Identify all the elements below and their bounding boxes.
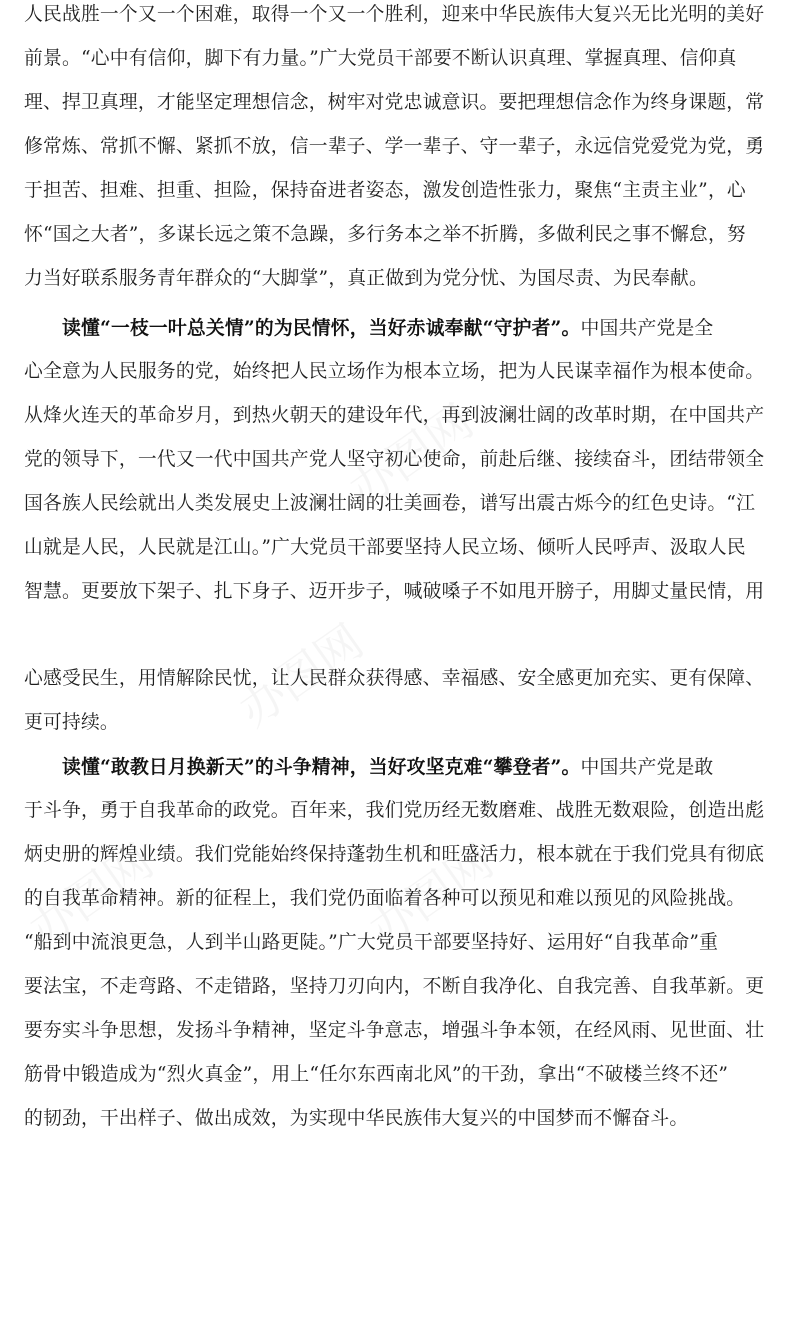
- text-line: 心感受民生，用情解除民忧，让人民群众获得感、幸福感、安全感更加充实、更有保障、: [24, 668, 765, 689]
- text-line: 心全意为人民服务的党，始终把人民立场作为根本立场，把为人民谋幸福作为根本使命。: [24, 361, 765, 382]
- paragraph-text: 中国共产党是全: [580, 318, 714, 339]
- text-line: 人民战胜一个又一个困难，取得一个又一个胜利，迎来中华民族伟大复兴无比光明的美好: [24, 4, 765, 25]
- text-line: “船到中流浪更急，人到半山路更陡。”广大党员干部要坚持好、运用好“自我革命”重: [24, 932, 719, 953]
- text-line: 炳史册的辉煌业绩。我们党能始终保持蓬勃生机和旺盛活力，根本就在于我们党具有彻底: [24, 844, 765, 865]
- text-line: 修常炼、常抓不懈、紧抓不放，信一辈子、学一辈子、守一辈子，永远信党爱党为党，勇: [24, 136, 765, 157]
- text-line: 要法宝，不走弯路、不走错路，坚持刀刃向内，不断自我净化、自我完善、自我革新。更: [24, 976, 765, 997]
- watermark-3: 办图网: [358, 833, 503, 958]
- text-line: 国各族人民绘就出人类发展史上波澜壮阔的壮美画卷，谱写出震古烁今的红色史诗。“江: [24, 493, 756, 514]
- text-line: 智慧。更要放下架子、扎下身子、迈开步子，喊破嗓子不如甩开膀子，用脚丈量民情，用: [24, 581, 765, 602]
- watermark-2: 办图网: [228, 613, 373, 738]
- text-line: 要夯实斗争思想，发扬斗争精神，坚定斗争意志，增强斗争本领，在经风雨、见世面、壮: [24, 1020, 765, 1041]
- text-line: 理、捍卫真理，才能坚定理想信念，树牢对党忠诚意识。要把理想信念作为终身课题，常: [24, 92, 765, 113]
- watermark-4: 办图网: [18, 833, 163, 958]
- text-line: 力当好联系服务青年群众的“大脚掌”，真正做到为党分忧、为国尽责、为民奉献。: [24, 268, 708, 289]
- text-line: 更可持续。: [24, 712, 119, 733]
- paragraph-heading: 读懂“敢教日月换新天”的斗争精神，当好攻坚克难“攀登者”。: [62, 756, 581, 778]
- watermark-1: 办图网: [338, 393, 483, 518]
- paragraph-text: 中国共产党是敢: [580, 757, 714, 778]
- paragraph-heading-line: [24, 749, 776, 785]
- text-line: 的自我革命精神。新的征程上，我们党仍面临着各种可以预见和难以预见的风险挑战。: [24, 888, 746, 909]
- text-line: 山就是人民，人民就是江山。”广大党员干部要坚持人民立场、倾听人民呼声、汲取人民: [24, 537, 746, 558]
- paragraph-heading: 读懂“一枝一叶总关情”的为民情怀，当好赤诚奉献“守护者”。: [62, 317, 581, 339]
- text-line: 从烽火连天的革命岁月，到热火朝天的建设年代，再到波澜壮阔的改革时期，在中国共产: [24, 405, 765, 426]
- text-line: 于斗争，勇于自我革命的政党。百年来，我们党历经无数磨难、战胜无数艰险，创造出彪: [24, 800, 765, 821]
- text-line: 党的领导下，一代又一代中国共产党人坚守初心使命，前赴后继、接续奋斗，团结带领全: [24, 449, 765, 470]
- text-line: 前景。“心中有信仰，脚下有力量。”广大党员干部要不断认识真理、掌握真理、信仰真: [24, 48, 737, 69]
- text-line: 于担苦、担难、担重、担险，保持奋进者姿态，激发创造性张力，聚焦“主责主业”，心: [24, 180, 746, 201]
- text-line: 筋骨中锻造成为“烈火真金”，用上“任尔东西南北风”的干劲，拿出“不破楼兰终不还”: [24, 1064, 729, 1085]
- text-line: 的韧劲，干出样子、做出成效，为实现中华民族伟大复兴的中国梦而不懈奋斗。: [24, 1108, 689, 1129]
- paragraph-heading-line: [24, 310, 776, 346]
- text-line: 怀“国之大者”，多谋长远之策不急躁，多行务本之举不折腾，多做利民之事不懈怠，努: [24, 224, 746, 245]
